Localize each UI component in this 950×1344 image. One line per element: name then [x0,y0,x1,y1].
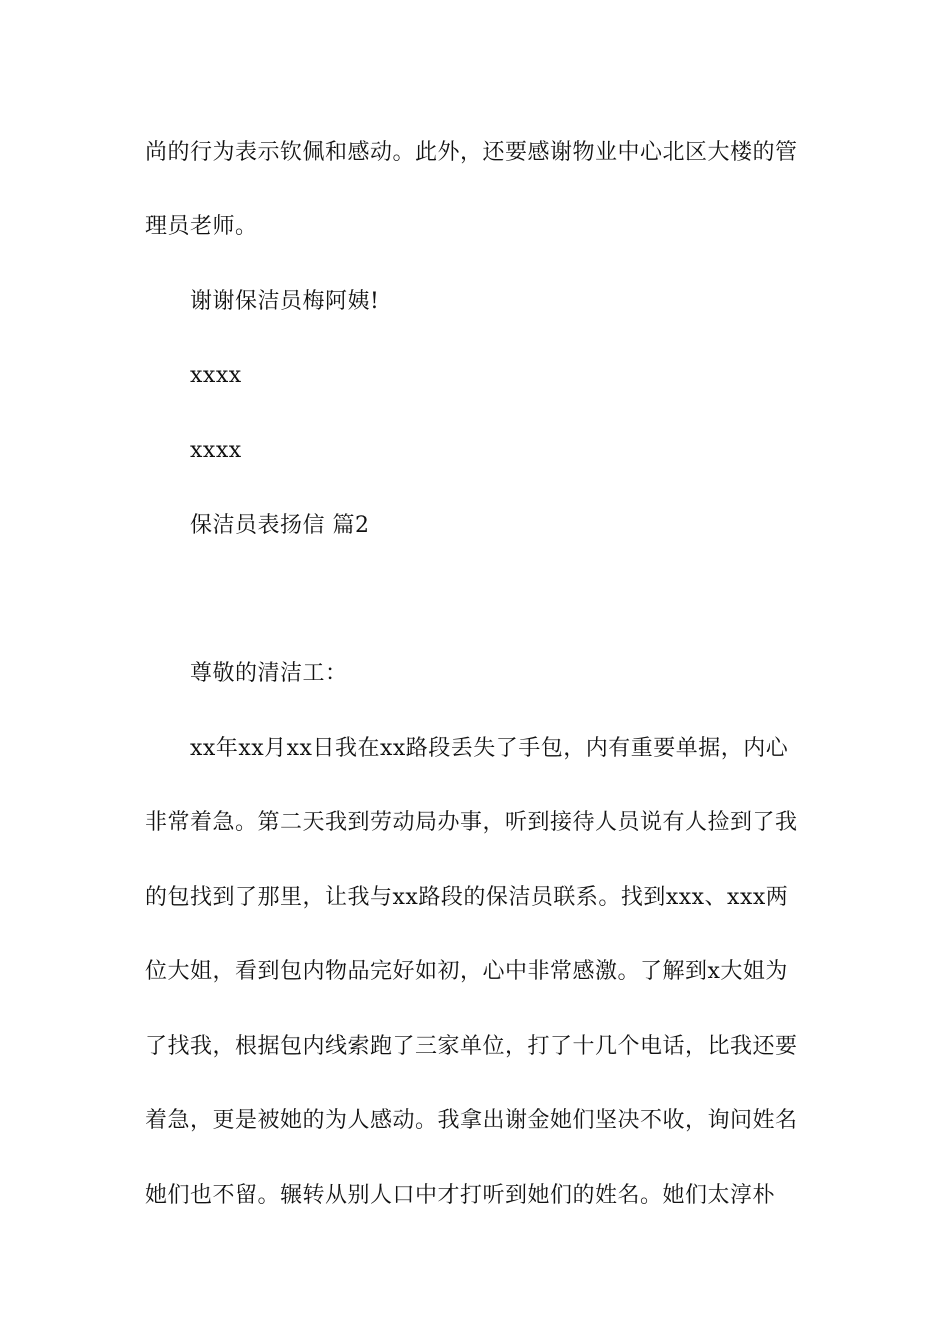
paragraph-line: 理员老师。 [145,214,258,239]
paragraph-line: 了找我，根据包内线索跑了三家单位，打了十几个电话，比我还要 [145,1034,798,1059]
paragraph-line: 她们也不留。辗转从别人口中才打听到她们的姓名。她们太淳朴 [145,1183,776,1208]
paragraph-line: 位大姐，看到包内物品完好如初，心中非常感激。了解到x大姐为 [145,959,788,984]
paragraph-line: 着急，更是被她的为人感动。我拿出谢金她们坚决不收，询问姓名 [145,1108,798,1133]
closing-thanks: 谢谢保洁员梅阿姨! [190,289,380,314]
section-heading: 保洁员表扬信 篇2 [190,513,370,538]
signature-date: xxxx [190,438,242,463]
salutation: 尊敬的清洁工： [190,661,348,686]
paragraph-line: 的包找到了那里，让我与xx路段的保洁员联系。找到xxx、xxx两 [145,885,789,910]
paragraph-line: 非常着急。第二天我到劳动局办事，听到接待人员说有人捡到了我 [145,810,798,835]
signature-name: xxxx [190,363,242,388]
paragraph-line: xx年xx月xx日我在xx路段丢失了手包，内有重要单据，内心 [190,736,789,761]
paragraph-line: 尚的行为表示钦佩和感动。此外，还要感谢物业中心北区大楼的管 [145,140,798,165]
